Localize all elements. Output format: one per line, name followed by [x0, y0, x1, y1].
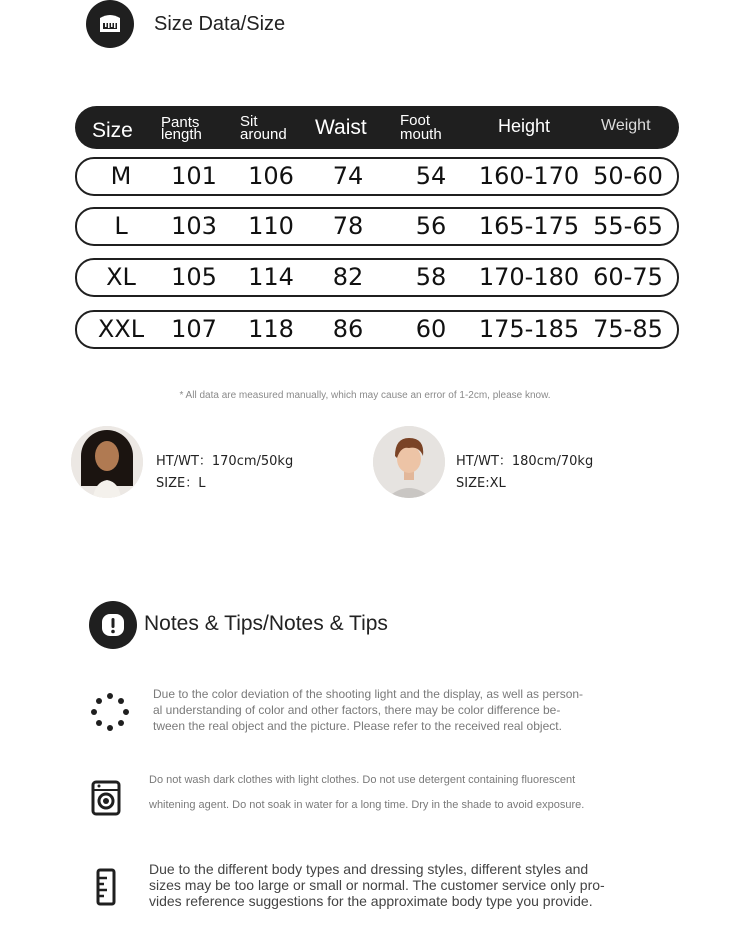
header-height: Height	[498, 116, 551, 136]
model-1-info	[156, 451, 293, 495]
model-2-info	[456, 451, 593, 495]
header-foot-mouth-1: Foot	[400, 112, 431, 129]
header-sit-around-1: Sit	[240, 113, 258, 130]
size-section-title: Size Data/Size	[154, 13, 286, 35]
tip-1-line: tween the real object and the picture. Please refer to the received real object.	[153, 719, 562, 733]
cell-pants-length: 101	[171, 162, 217, 190]
table-row	[75, 310, 679, 349]
header-size: Size	[92, 119, 133, 142]
cell-size: L	[114, 212, 128, 240]
washing-machine-icon	[91, 780, 121, 821]
table-row	[75, 258, 679, 297]
header-sit-around-2: around	[240, 126, 287, 143]
cell-foot-mouth: 58	[415, 263, 447, 291]
model-2-size: SIZE:XL	[456, 476, 506, 491]
header-pants-length-1: Pants	[161, 114, 200, 131]
tip-3-line: Due to the different body types and dressing styles, different styles and	[149, 861, 589, 877]
cell-pants-length: 103	[171, 212, 217, 240]
model-2-htwt: HT/WT：180cm/70kg	[456, 454, 594, 469]
cell-pants-length: 105	[171, 263, 217, 291]
alert-icon	[89, 601, 137, 649]
tips-section-title: Notes & Tips/Notes & Tips	[144, 612, 388, 635]
cell-foot-mouth: 54	[415, 162, 447, 190]
cell-waist: 78	[332, 212, 364, 240]
tip-3-line: sizes may be too large or small or normal. The customer service only pro-	[149, 877, 605, 893]
table-row	[75, 207, 679, 246]
cell-size: XXL	[97, 315, 145, 343]
cell-weight: 75-85	[593, 315, 663, 343]
model-1-htwt: HT/WT：170cm/50kg	[156, 454, 294, 469]
model-1-size: SIZE：L	[156, 476, 206, 491]
cell-sit-around: 110	[248, 212, 294, 240]
cell-waist: 82	[332, 263, 364, 291]
cell-size: XL	[106, 263, 136, 291]
cell-weight: 60-75	[593, 263, 663, 291]
cell-foot-mouth: 56	[415, 212, 447, 240]
cell-sit-around: 118	[248, 315, 294, 343]
cell-pants-length: 107	[171, 315, 217, 343]
tip-2-text	[149, 768, 584, 818]
cell-foot-mouth: 60	[415, 315, 447, 343]
cell-height: 165-175	[478, 212, 580, 240]
header-pants-length-2: length	[161, 126, 202, 143]
size-table-header	[75, 106, 679, 149]
cell-height: 170-180	[478, 263, 580, 291]
header-weight: Weight	[601, 117, 651, 134]
header-waist: Waist	[315, 116, 367, 139]
cell-weight: 55-65	[593, 212, 663, 240]
ruler-icon	[96, 868, 116, 911]
cell-sit-around: 106	[248, 162, 294, 190]
cell-sit-around: 114	[248, 263, 294, 291]
ruler-clothing-icon	[86, 0, 134, 48]
cell-waist: 74	[332, 162, 364, 190]
cell-weight: 50-60	[593, 162, 663, 190]
cell-height: 160-170	[478, 162, 580, 190]
tip-1-line: Due to the color deviation of the shooting light and the display, as well as person-	[153, 687, 584, 701]
tip-2-line: whitening agent. Do not soak in water for a long time. Dry in the shade to avoid exposure.	[149, 799, 585, 811]
tip-3-line: vides reference suggestions for the approximate body type you provide.	[149, 893, 593, 909]
cell-size: M	[110, 162, 132, 190]
model-photo-male	[373, 426, 445, 498]
tip-3-text	[149, 861, 605, 909]
measurement-note: * All data are measured manually, which may cause an error of 1-2cm, please know.	[179, 390, 551, 401]
tip-1-line: al understanding of color and other factors, there may be color difference be-	[153, 703, 561, 717]
table-row	[75, 157, 679, 196]
tip-2-line: Do not wash dark clothes with light clothes. Do not use detergent containing fluorescent	[149, 774, 576, 786]
model-photo-female	[71, 426, 143, 498]
tip-1-text	[153, 686, 583, 734]
cell-height: 175-185	[478, 315, 580, 343]
color-dots-icon	[90, 692, 130, 737]
header-foot-mouth-2: mouth	[400, 126, 442, 143]
cell-waist: 86	[332, 315, 364, 343]
